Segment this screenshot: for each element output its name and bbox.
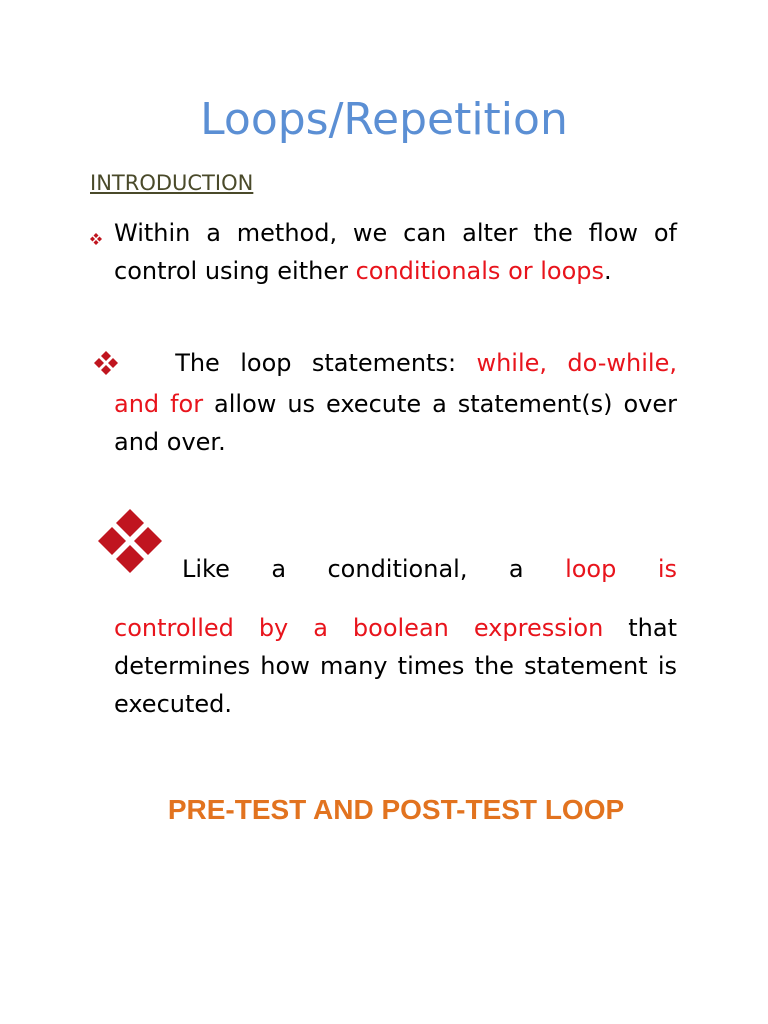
bullet-text-2 xyxy=(114,343,677,461)
bullet-3-plain: that determines how many times the statement is executed. xyxy=(114,614,677,718)
bullet-2-line-1 xyxy=(114,343,677,383)
word: a xyxy=(508,555,524,583)
bullet-1-text-a: Within a method, we can alter the flow of control using either xyxy=(114,219,677,285)
bullet-1-highlight: conditionals or loops xyxy=(355,257,605,285)
word: conditional, xyxy=(327,555,468,583)
page-title: Loops/Repetition xyxy=(200,94,568,145)
bullet-3-line-1 xyxy=(114,549,677,589)
bullet-2-highlight-b: and for xyxy=(114,390,204,418)
bullet-text-1 xyxy=(114,214,677,290)
highlight-word: loop xyxy=(565,555,617,583)
bullet-2-plain: The loop statements: xyxy=(175,349,477,377)
subheading: PRE-TEST AND POST-TEST LOOP xyxy=(167,794,625,825)
bullet-3-rest xyxy=(114,609,677,723)
bullet-text-3 xyxy=(114,549,677,723)
bullet-2-plain-b: allow us execute a statement(s) over and over. xyxy=(114,390,677,456)
word: a xyxy=(271,555,287,583)
diamond-cluster-icon xyxy=(89,232,103,246)
highlight-word: is xyxy=(657,555,677,583)
bullet-1-text-b: . xyxy=(604,257,612,285)
bullet-2-highlight-a: while, do-while, xyxy=(476,349,677,377)
bullet-2-rest xyxy=(114,385,677,461)
section-heading: INTRODUCTION xyxy=(90,171,254,195)
bullet-3-highlight: controlled by a boolean expression xyxy=(114,614,604,642)
word: Like xyxy=(182,555,230,583)
